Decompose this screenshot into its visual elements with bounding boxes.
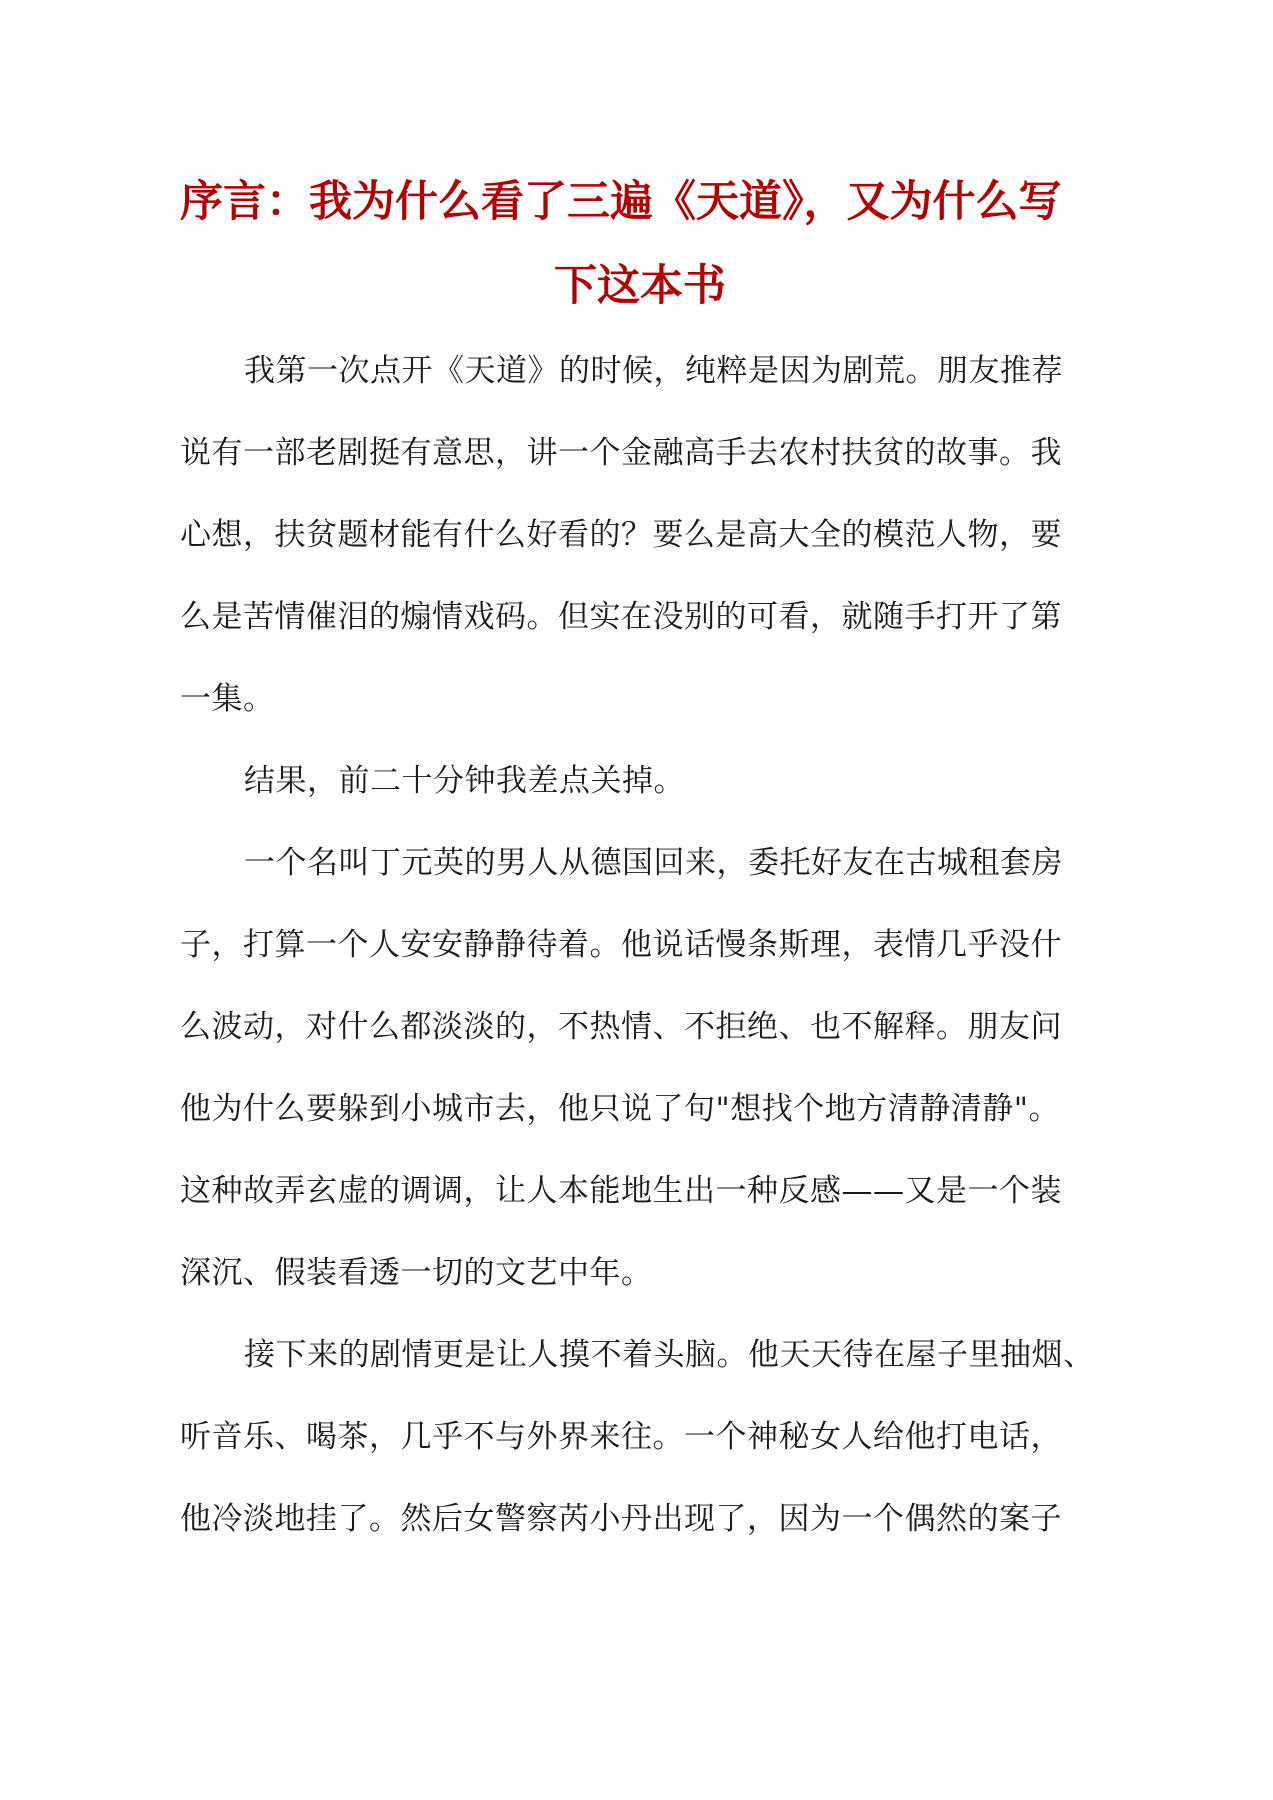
title-line-2: 下这本书: [554, 261, 726, 311]
text-line: 他冷淡地挂了。然后女警察芮小丹出现了，因为一个偶然的案子: [180, 1501, 1062, 1537]
text-line: 接下来的剧情更是让人摸不着头脑。他天天待在屋子里抽烟、: [244, 1337, 1095, 1373]
body-text: [180, 330, 1110, 1560]
text-line: 一集。: [180, 681, 275, 717]
text-line: 他为什么要躲到小城市去，他只说了句"想找个地方清静清静"。: [180, 1091, 1061, 1127]
text-line: 深沉、假装看透一切的文艺中年。: [180, 1255, 653, 1291]
text-line: 心想，扶贫题材能有什么好看的？要么是高大全的模范人物，要: [180, 517, 1062, 553]
text-line: 结果，前二十分钟我差点关掉。: [244, 763, 685, 799]
text-line: 我第一次点开《天道》的时候，纯粹是因为剧荒。朋友推荐: [244, 353, 1063, 389]
text-line: 么波动，对什么都淡淡的，不热情、不拒绝、也不解释。朋友问: [180, 1009, 1062, 1045]
text-line: 一个名叫丁元英的男人从德国回来，委托好友在古城租套房: [244, 845, 1063, 881]
chapter-title: [180, 160, 1100, 328]
text-line: 听音乐、喝茶，几乎不与外界来往。一个神秘女人给他打电话，: [180, 1419, 1062, 1455]
text-line: 子，打算一个人安安静静待着。他说话慢条斯理，表情几乎没什: [180, 927, 1062, 963]
text-line: 这种故弄玄虚的调调，让人本能地生出一种反感——又是一个装: [180, 1173, 1062, 1209]
title-line-1: 序言：我为什么看了三遍《天道》，又为什么写: [180, 177, 1062, 227]
text-line: 说有一部老剧挺有意思，讲一个金融高手去农村扶贫的故事。我: [180, 435, 1062, 471]
text-line: 么是苦情催泪的煽情戏码。但实在没别的可看，就随手打开了第: [180, 599, 1062, 635]
